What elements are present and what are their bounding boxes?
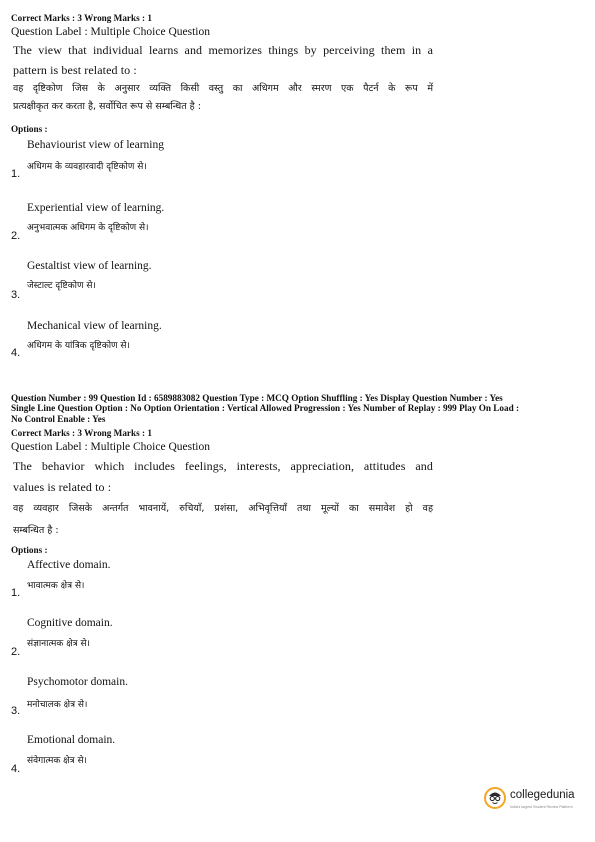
word: जिसके bbox=[68, 503, 93, 514]
word: memorizes bbox=[208, 43, 263, 57]
word: वस्तु bbox=[208, 83, 224, 94]
word: पैटर्न bbox=[363, 83, 379, 94]
q2-option-4-hi: संवेगात्मक क्षेत्र से। bbox=[27, 756, 87, 766]
q1-option-2-en: Experiential view of learning. bbox=[27, 202, 165, 214]
word: व्यक्ति bbox=[149, 83, 172, 94]
q1-option-3-en: Gestaltist view of learning. bbox=[27, 260, 152, 272]
word: interests, bbox=[236, 459, 281, 473]
word: behavior bbox=[41, 459, 85, 473]
word: अभिवृत्तियाँ bbox=[248, 503, 287, 514]
word: a bbox=[427, 43, 433, 57]
word: रूप bbox=[404, 83, 418, 94]
word: and bbox=[184, 43, 203, 57]
word: अधिगम bbox=[252, 83, 279, 94]
word: का bbox=[232, 83, 243, 94]
word: in bbox=[411, 43, 422, 57]
q1-option-4-hi: अधिगम के यांत्रिक दृष्टिकोण से। bbox=[27, 341, 130, 351]
word: भावनायें, bbox=[138, 503, 170, 514]
q1-question-text-line2: pattern is best related to : bbox=[13, 63, 137, 77]
word: समावेश bbox=[368, 503, 396, 514]
q2-header-line1: Question Number : 99 Question Id : 6589883082 Question Type : MCQ Option Shuffling : Yes Display Question Number : Yes bbox=[11, 393, 503, 403]
word: हो bbox=[405, 503, 413, 514]
q1-marks: Correct Marks : 3 Wrong Marks : 1 bbox=[11, 13, 152, 23]
word: includes bbox=[134, 459, 175, 473]
q2-option-4-number: 4. bbox=[11, 763, 21, 775]
q2-option-3-en: Psychomotor domain. bbox=[27, 676, 128, 688]
word: view bbox=[38, 43, 62, 57]
q2-hindi-text-line2: सम्बन्धित है : bbox=[13, 525, 59, 536]
word: perceiving bbox=[323, 43, 375, 57]
word: feelings, bbox=[184, 459, 227, 473]
q2-option-3-hi: मनोचालक क्षेत्र से। bbox=[27, 700, 88, 710]
word: स्मरण bbox=[311, 83, 332, 94]
q2-question-label: Question Label : Multiple Choice Question bbox=[11, 441, 210, 453]
word: मूल्यों bbox=[320, 503, 339, 514]
q1-option-3-hi: जेस्टाल्ट दृष्टिकोण से। bbox=[27, 281, 96, 291]
word: तथा bbox=[296, 503, 311, 514]
q1-option-1-hi: अधिगम के व्यवहारवादी दृष्टिकोण से। bbox=[27, 162, 147, 172]
q1-option-1-en: Behaviourist view of learning bbox=[27, 139, 165, 151]
word: by bbox=[304, 43, 317, 57]
q2-option-2-hi: संज्ञानात्मक क्षेत्र से। bbox=[27, 639, 90, 649]
q1-option-2-number: 2. bbox=[11, 230, 21, 242]
word: The bbox=[13, 459, 32, 473]
word: में bbox=[427, 83, 433, 94]
q2-options-label: Options : bbox=[11, 545, 48, 555]
word: things bbox=[268, 43, 299, 57]
q2-marks: Correct Marks : 3 Wrong Marks : 1 bbox=[11, 428, 152, 438]
q1-option-2-hi: अनुभवात्मक अधिगम के दृष्टिकोण से। bbox=[27, 223, 149, 233]
q2-option-1-number: 1. bbox=[11, 587, 21, 599]
q2-header-line3: No Control Enable : Yes bbox=[11, 414, 106, 424]
collegedunia-logo bbox=[484, 784, 579, 814]
q1-option-3-number: 3. bbox=[11, 289, 21, 301]
word: learns bbox=[148, 43, 179, 57]
q1-hindi-text-line2: प्रत्यक्षीकृत कर करता है, सर्वोचित रूप से सम्बन्धित है : bbox=[13, 101, 201, 112]
q2-question-text-line2: values is related to : bbox=[13, 480, 112, 494]
word: किसी bbox=[180, 83, 200, 94]
word: which bbox=[94, 459, 125, 473]
word: का bbox=[348, 503, 359, 514]
q1-option-1-number: 1. bbox=[11, 168, 21, 180]
word: प्रशंसा, bbox=[214, 503, 239, 514]
word: them bbox=[381, 43, 406, 57]
q1-option-4-number: 4. bbox=[11, 347, 21, 359]
q2-option-2-number: 2. bbox=[11, 646, 21, 658]
word: और bbox=[288, 83, 302, 94]
q2-question-text-line1 bbox=[13, 459, 433, 474]
word: appreciation, bbox=[290, 459, 355, 473]
q2-option-1-hi: भावात्मक क्षेत्र से। bbox=[27, 581, 85, 591]
word: वह bbox=[13, 83, 24, 94]
q2-option-3-number: 3. bbox=[11, 705, 21, 717]
word: individual bbox=[93, 43, 143, 57]
word: अन्तर्गत bbox=[102, 503, 129, 514]
q2-header-line2: Single Line Question Option : No Option Orientation : Vertical Allowed Progression : Yes Number of Replay : 999 Play On Load : bbox=[11, 403, 520, 413]
word: के bbox=[97, 83, 105, 94]
word: दृष्टिकोण bbox=[32, 83, 63, 94]
word: वह bbox=[13, 503, 24, 514]
logo-name: collegedunia bbox=[510, 789, 575, 801]
word: अनुसार bbox=[114, 83, 140, 94]
q1-option-4-en: Mechanical view of learning. bbox=[27, 320, 162, 332]
q2-hindi-text-line1 bbox=[13, 501, 433, 514]
word: The bbox=[13, 43, 32, 57]
student-face-icon bbox=[484, 787, 506, 809]
word: that bbox=[68, 43, 87, 57]
word: वह bbox=[422, 503, 433, 514]
q1-question-label: Question Label : Multiple Choice Question bbox=[11, 26, 210, 38]
q2-option-4-en: Emotional domain. bbox=[27, 734, 116, 746]
word: attitudes bbox=[363, 459, 406, 473]
word: एक bbox=[341, 83, 354, 94]
q1-question-text-line1 bbox=[13, 43, 433, 58]
logo-tagline: India's largest Student Review Platform bbox=[510, 805, 573, 809]
q1-options-label: Options : bbox=[11, 124, 48, 134]
word: के bbox=[388, 83, 396, 94]
q1-hindi-text-line1 bbox=[13, 81, 433, 94]
q2-option-2-en: Cognitive domain. bbox=[27, 617, 113, 629]
word: रुचियाँ, bbox=[179, 503, 205, 514]
word: and bbox=[415, 459, 433, 473]
word: जिस bbox=[72, 83, 89, 94]
word: व्यवहार bbox=[33, 503, 59, 514]
q2-option-1-en: Affective domain. bbox=[27, 559, 111, 571]
